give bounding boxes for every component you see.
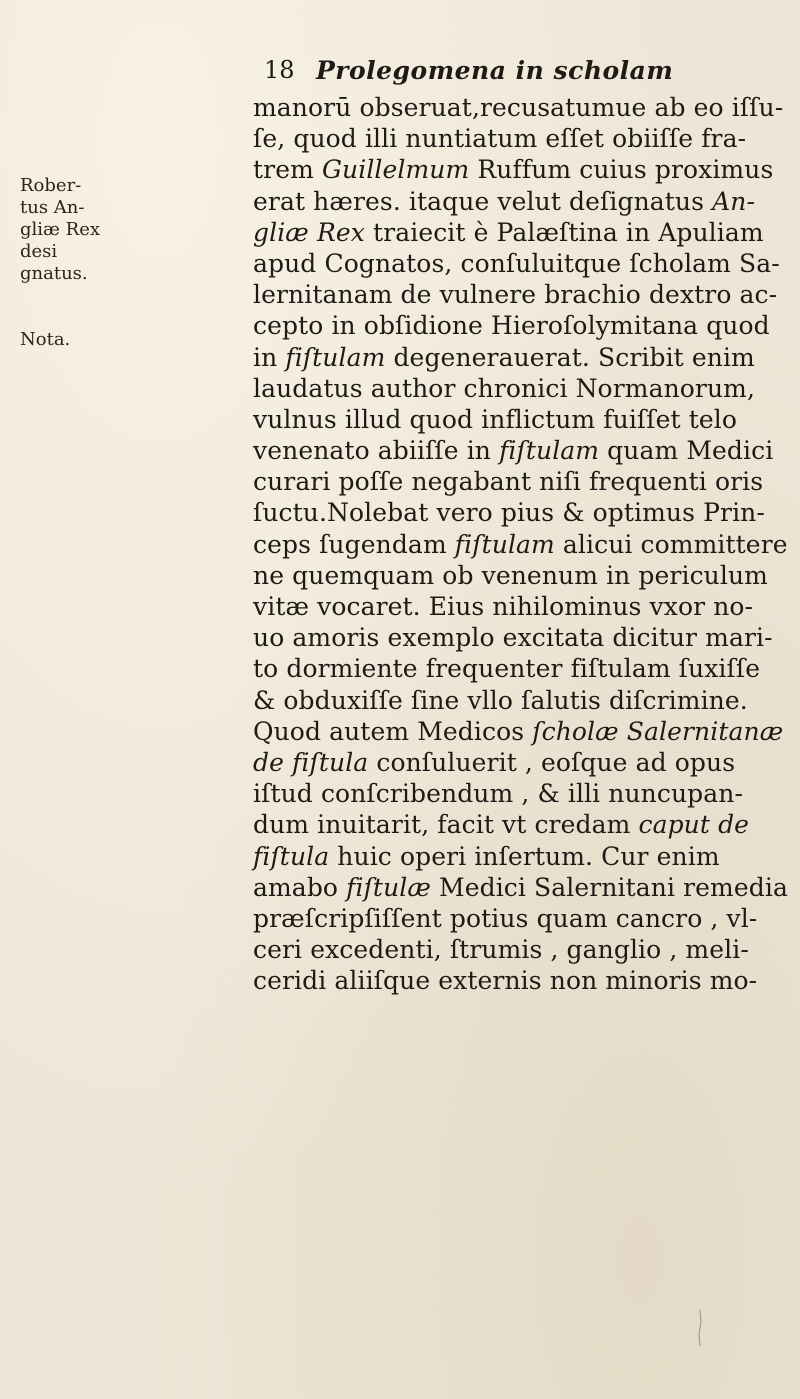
text-segment: ſuctu.Nolebat vero pius & optimus Prin- — [253, 498, 765, 528]
text-line — [253, 934, 793, 965]
text-segment: vulnus illud quod inflictum fuiſſet telo — [253, 404, 738, 434]
italic-segment: ſcholæ Salernitanæ — [532, 716, 784, 746]
text-segment: ne quemquam ob venenum in periculum — [253, 560, 768, 590]
text-segment: ceridi aliiſque externis non minoris mo- — [253, 966, 758, 996]
text-segment: manorū obseruat,recusatumue ab eo iſſu- — [253, 93, 784, 122]
text-line — [253, 685, 793, 716]
text-segment: in — [253, 342, 286, 372]
italic-segment: fiſtulam — [454, 529, 555, 559]
page-header — [264, 56, 764, 92]
text-line — [253, 747, 793, 778]
text-line — [253, 217, 793, 248]
text-segment: vitæ vocaret. Eius nihilominus vxor no- — [253, 592, 754, 621]
text-line — [253, 591, 793, 622]
text-line — [253, 965, 793, 996]
italic-segment: fiſtulam — [499, 436, 600, 466]
text-line — [253, 809, 793, 840]
text-line — [253, 778, 793, 809]
text-segment: dum inuitarit, facit vt credam — [253, 810, 639, 840]
text-segment: erat hæres. itaque velut deſignatus — [253, 186, 713, 216]
text-segment: laudatus author chronici Normanorum, — [253, 373, 756, 403]
text-segment: Medici Salernitani remedia — [430, 872, 788, 902]
margin-notes — [20, 175, 120, 395]
margin-note-line: gliæ Rex — [20, 219, 101, 240]
text-line — [253, 123, 793, 154]
italic-segment: fiſtulæ — [346, 872, 431, 902]
body-text — [253, 92, 793, 996]
margin-note-line: tus An- — [20, 197, 85, 218]
text-line — [253, 310, 793, 341]
text-segment: Quod autem Medicos — [253, 716, 533, 746]
text-segment: amabo — [253, 872, 347, 902]
text-segment: to dormiente frequenter fiſtulam ſuxiſſe — [253, 654, 761, 684]
text-line — [253, 404, 793, 435]
text-line — [253, 872, 793, 903]
text-line — [253, 186, 793, 217]
italic-segment: An- — [712, 186, 755, 216]
text-line — [253, 92, 793, 123]
margin-note — [20, 175, 120, 285]
text-segment: quam Medici — [599, 436, 774, 466]
margin-note-line: gnatus. — [20, 263, 88, 284]
text-segment: iſtud conſcribendum , & illi nuncupan- — [253, 779, 744, 809]
margin-note-line: desi — [20, 241, 58, 262]
italic-segment: de fiſtula — [253, 747, 369, 777]
text-segment: degenerauerat. Scribit enim — [385, 342, 755, 372]
italic-segment: caput de — [638, 810, 750, 840]
text-line — [253, 248, 793, 279]
text-segment: & obduxiſſe ſine vllo ſalutis diſcrimine. — [253, 685, 748, 715]
text-segment: huic operi inſertum. Cur enim — [329, 841, 720, 871]
text-line — [253, 841, 793, 872]
text-segment: curari poſſe negabant niſi frequenti oris — [253, 467, 764, 497]
text-line — [253, 903, 793, 934]
text-line — [253, 653, 793, 684]
text-line — [253, 466, 793, 497]
text-segment: apud Cognatos, conſuluitque ſcholam Sa- — [253, 248, 780, 278]
text-line — [253, 154, 793, 185]
text-line — [253, 622, 793, 653]
running-title: Prolegomena in scholam — [316, 56, 674, 85]
text-segment: conſuluerit , eoſque ad opus — [368, 747, 736, 777]
text-line — [253, 435, 793, 466]
margin-note-line: Rober- — [20, 175, 82, 196]
text-line — [253, 716, 793, 747]
text-line — [253, 279, 793, 310]
text-segment: lernitanam de vulnere brachio dextro ac- — [253, 280, 778, 310]
italic-segment: Guillelmum — [321, 155, 470, 185]
text-line — [253, 373, 793, 404]
ink-mark — [695, 1308, 705, 1348]
italic-segment: gliæ Rex — [253, 217, 365, 247]
italic-segment: fiſtulam — [285, 342, 386, 372]
text-segment: uo amoris exemplo excitata dicitur mari- — [253, 623, 773, 653]
text-line — [253, 342, 793, 373]
text-segment: ceri excedenti, ſtrumis , ganglio , meli- — [253, 935, 749, 965]
text-segment: alicui committere — [554, 529, 788, 559]
text-segment: Ruffum cuius proximus — [469, 155, 774, 185]
text-segment: cepto in obſidione Hieroſolymitana quod — [253, 311, 770, 341]
text-segment: præſcripſiſſent potius quam cancro , vl- — [253, 903, 758, 933]
margin-note-line: Nota. — [20, 329, 71, 350]
text-segment: trem — [253, 155, 322, 185]
text-segment: venenato abiiſſe in — [253, 436, 500, 466]
text-line — [253, 497, 793, 528]
text-segment: traiecit è Palæſtina in Apuliam — [364, 217, 764, 247]
text-line — [253, 529, 793, 560]
text-segment: ſe, quod illi nuntiatum eſſet obiiſſe fra- — [253, 124, 747, 154]
text-line — [253, 560, 793, 591]
italic-segment: fiſtula — [253, 841, 330, 871]
text-segment: ceps ſugendam — [253, 529, 455, 559]
page-number: 18 — [264, 56, 295, 84]
margin-note — [20, 329, 120, 351]
